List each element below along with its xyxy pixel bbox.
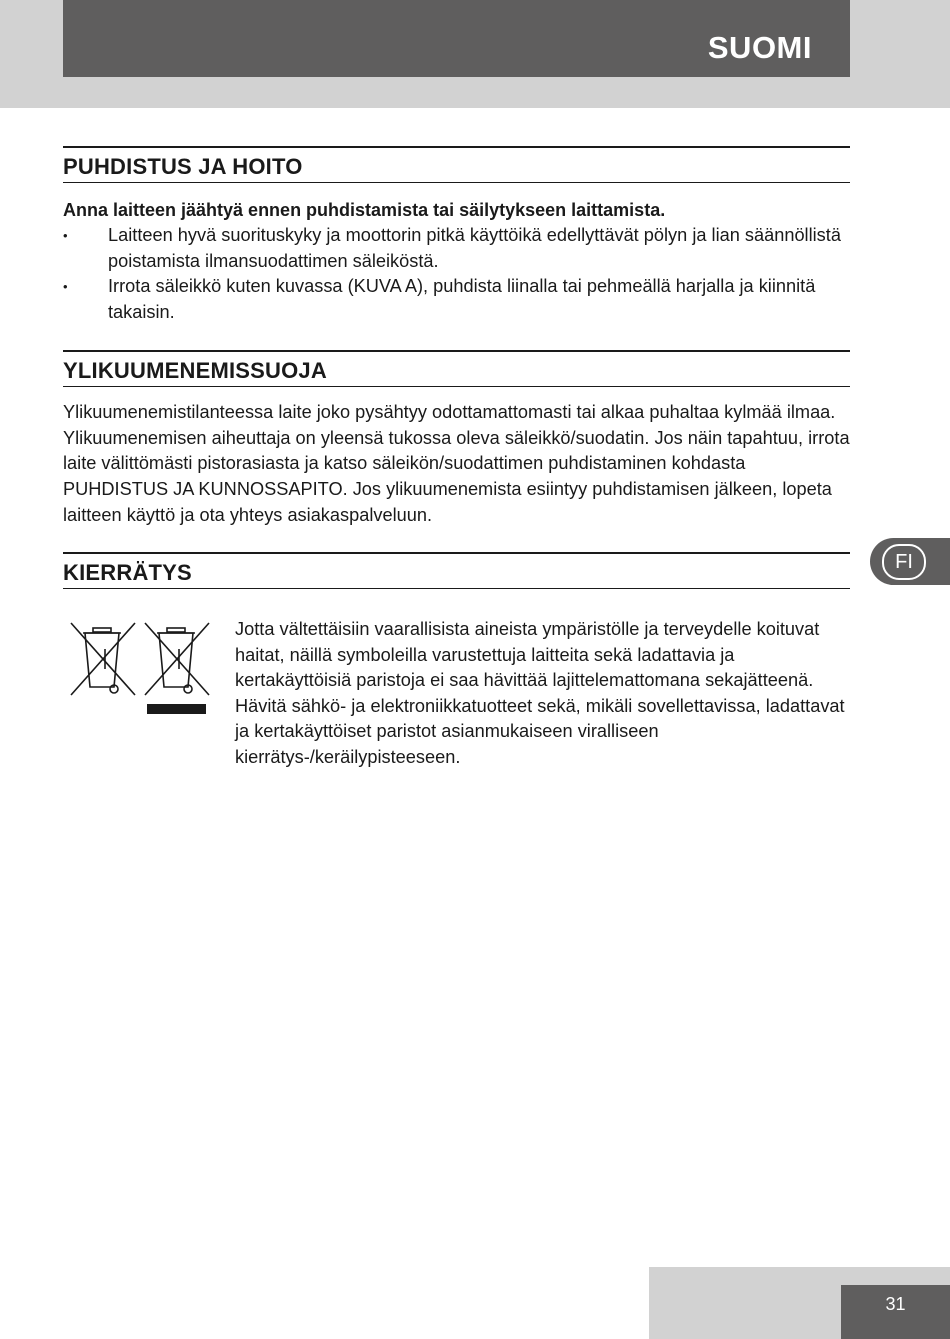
crossed-out-wheelie-bin-icon bbox=[71, 623, 135, 695]
section-cleaning bbox=[63, 146, 850, 326]
cleaning-list bbox=[63, 223, 850, 326]
language-header bbox=[63, 0, 850, 77]
recycling-row bbox=[63, 617, 850, 777]
overheat-paragraph: Ylikuumenemistilanteessa laite joko pysähtyy odottamattomasti tai alkaa puhaltaa kylmää ilmaa. Ylikuumenemisen aiheuttaja on yleensä tukossa oleva säleikkö/suodatin. Jos näin tapahtuu, irrota laite välittömästi pistorasiasta ja katso säleikön/suodattimen puhdistaminen kohdasta PUHDISTUS JA KUNNOSSAPITO. Jos ylikuumenemista esiintyy puhdistamisen jälkeen, lopeta laitteen käyttö ja ota yhteys asiakaspalveluun. bbox=[63, 402, 850, 525]
section-heading bbox=[63, 350, 850, 387]
weee-symbols bbox=[69, 619, 215, 715]
language-title: SUOMI bbox=[707, 30, 812, 65]
recycling-paragraph: Jotta vältettäisiin vaarallisista aineista ympäristölle ja terveydelle koituvat haitat, näillä symboleilla varustettuja laitteita sekä ladattavia ja kertakäyttöisiä paristoja ei saa hävittää lajittelemattomana sekajätteenä. Hävitä sähkö- ja elektroniikkatuotteet sekä, mikäli sovellettavissa, ladattavat ja kertakäyttöiset paristot asianmukaiseen viralliseen kierrätys-/keräilypisteeseen. bbox=[235, 619, 845, 767]
section-recycling bbox=[63, 552, 850, 777]
section-title: YLIKUUMENEMISSUOJA bbox=[63, 358, 327, 383]
list-item: • Irrota säleikkö kuten kuvassa (KUVA A), puhdista liinalla tai pehmeällä harjalla ja kiinnitä takaisin. bbox=[63, 274, 850, 325]
crossed-out-wheelie-bin-with-bar-icon bbox=[145, 623, 209, 714]
page-number: 31 bbox=[841, 1285, 950, 1339]
section-title: PUHDISTUS JA HOITO bbox=[63, 154, 303, 179]
language-code: FI bbox=[882, 544, 926, 580]
cleaning-warning: Anna laitteen jäähtyä ennen puhdistamista tai säilytykseen laittamista. bbox=[63, 200, 666, 220]
section-title: KIERRÄTYS bbox=[63, 560, 192, 585]
section-heading bbox=[63, 146, 850, 183]
section-heading bbox=[63, 552, 850, 589]
list-item: • Laitteen hyvä suorituskyky ja moottorin pitkä käyttöikä edellyttävät pölyn ja lian säännöllistä poistamista ilmansuodattimen säleiköstä. bbox=[63, 223, 850, 274]
section-overheat bbox=[63, 350, 850, 529]
language-tab bbox=[870, 538, 950, 585]
